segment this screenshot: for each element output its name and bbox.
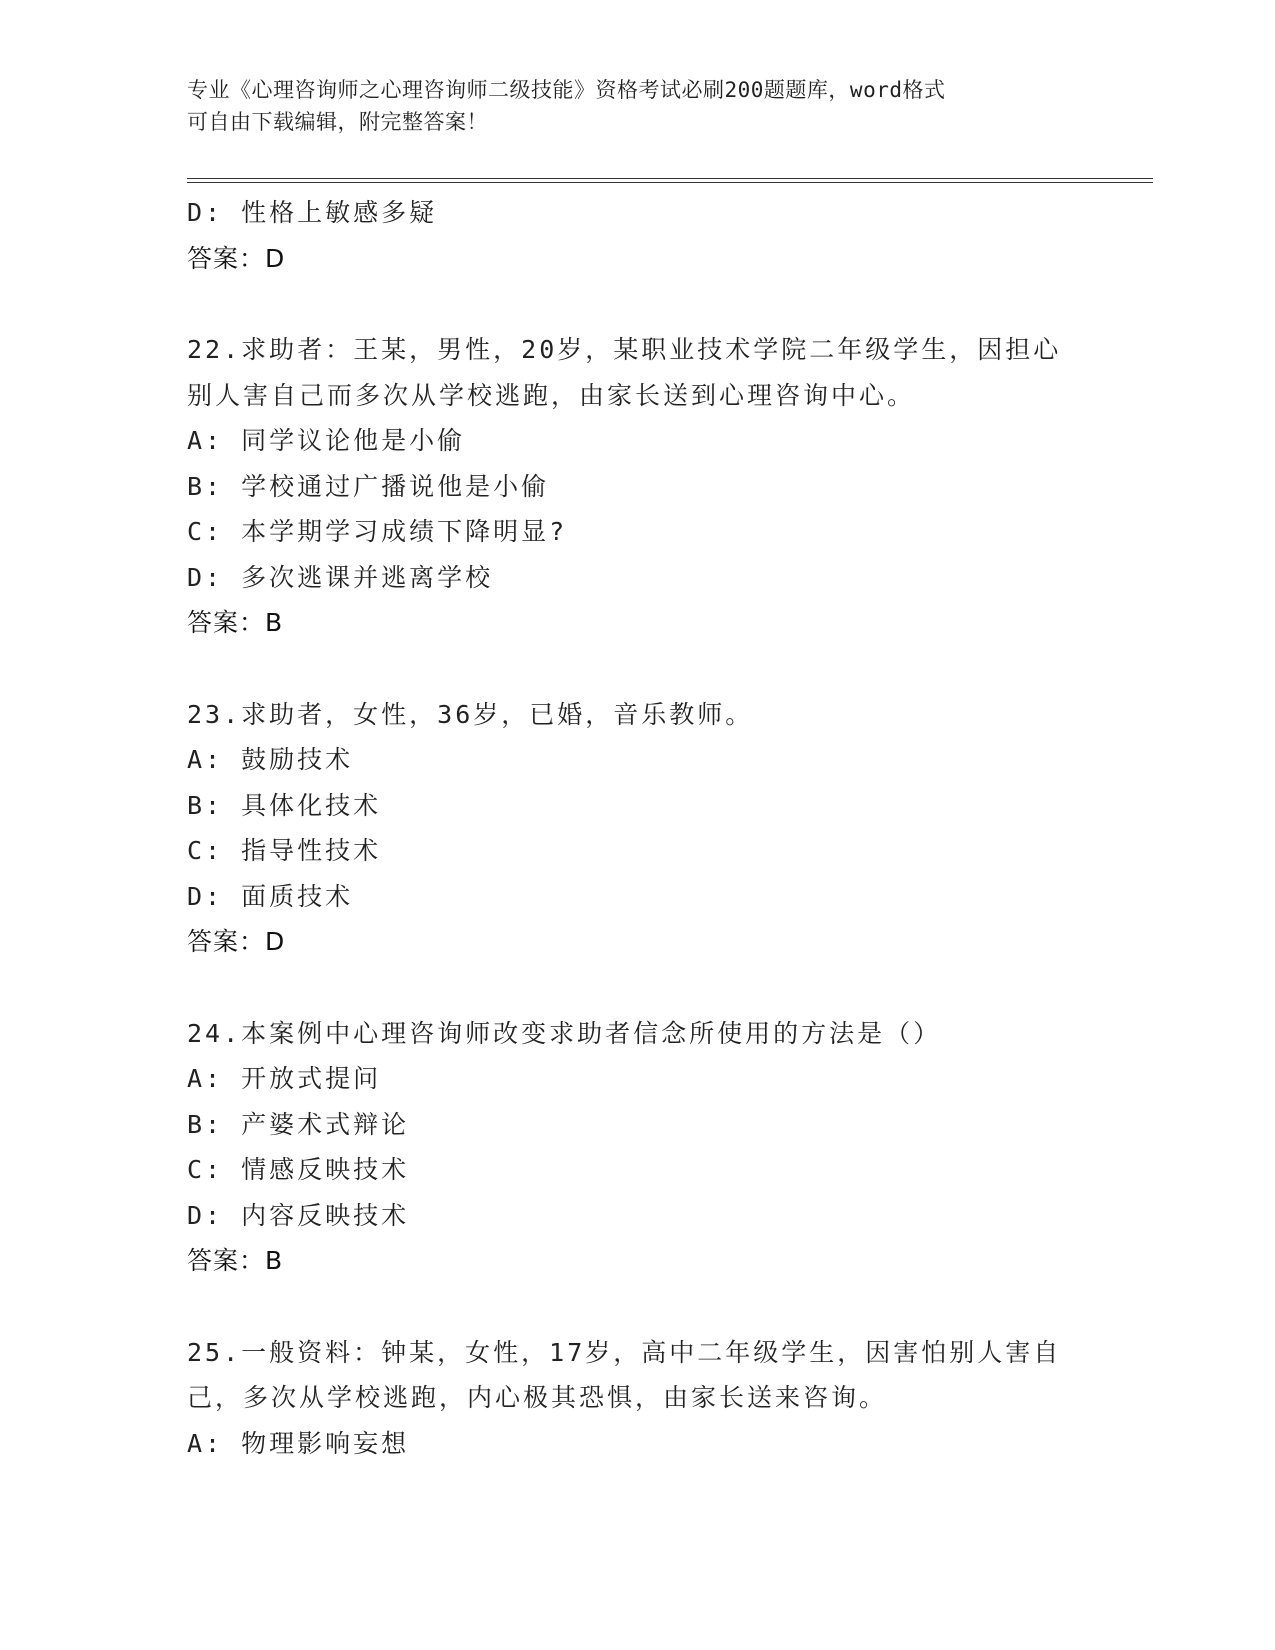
option-b: B: 学校通过广播说他是小偷 — [187, 471, 550, 501]
option-d: D: 内容反映技术 — [187, 1200, 410, 1230]
option-b: B: 具体化技术 — [187, 790, 382, 820]
spacer — [187, 1284, 1087, 1330]
option-c: C: 本学期学习成绩下降明显? — [187, 517, 568, 546]
question-content — [187, 190, 1087, 1466]
option-a: A: 开放式提问 — [187, 1064, 382, 1093]
option-c: C: 情感反映技术 — [187, 1155, 410, 1184]
spacer — [187, 646, 1087, 692]
answer-line: 答案：B — [187, 608, 284, 637]
question-stem-continued: 别人害自己而多次从学校逃跑，由家长送到心理咨询中心。 — [187, 380, 916, 410]
answer-line: 答案：D — [187, 243, 286, 273]
question-stem: 23.求助者，女性，36岁，已婚，音乐教师。 — [187, 699, 754, 729]
option-d: D: 性格上敏感多疑 — [187, 198, 438, 227]
option-b: B: 产婆术式辩论 — [187, 1109, 410, 1139]
page-header — [187, 74, 1087, 138]
question-25 — [187, 1330, 1087, 1467]
option-d: D: 面质技术 — [187, 881, 354, 911]
header-rule-bottom — [187, 182, 1153, 183]
option-c: C: 指导性技术 — [187, 836, 382, 865]
option-d: D: 多次逃课并逃离学校 — [187, 562, 494, 592]
option-a: A: 物理影响妄想 — [187, 1428, 410, 1458]
spacer — [187, 281, 1087, 327]
option-a: A: 同学议论他是小偷 — [187, 426, 466, 455]
option-a: A: 鼓励技术 — [187, 745, 354, 774]
question-23 — [187, 692, 1087, 965]
answer-line: 答案：D — [187, 927, 286, 956]
question-stem: 25.一般资料：钟某，女性，17岁，高中二年级学生，因害怕别人害自 — [187, 1337, 1062, 1367]
header-rule-top — [187, 178, 1153, 179]
spacer — [187, 965, 1087, 1011]
question-stem: 22.求助者：王某，男性，20岁，某职业技术学院二年级学生，因担心 — [187, 335, 1062, 364]
header-line-1: 专业《心理咨询师之心理咨询师二级技能》资格考试必刷200题题库，word格式 — [187, 78, 946, 102]
question-stem-continued: 己，多次从学校逃跑，内心极其恐惧，由家长送来咨询。 — [187, 1383, 888, 1412]
header-line-2: 可自由下载编辑，附完整答案！ — [187, 110, 488, 134]
question-stem: 24.本案例中心理咨询师改变求助者信念所使用的方法是（） — [187, 1018, 942, 1048]
question-22 — [187, 327, 1087, 646]
question-24 — [187, 1011, 1087, 1284]
answer-line: 答案：B — [187, 1246, 284, 1275]
